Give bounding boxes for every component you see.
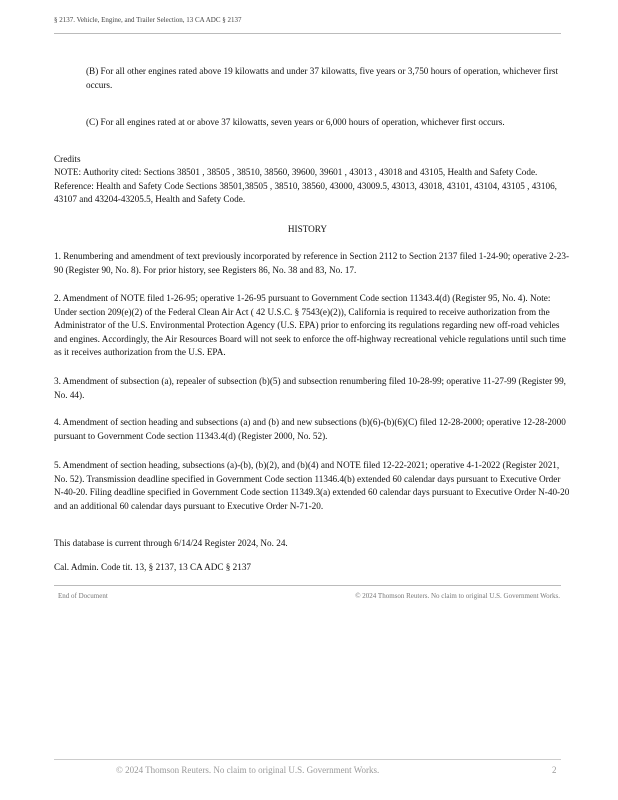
- history-heading: HISTORY: [287, 224, 328, 234]
- history-item-4: 4. Amendment of section heading and subsections (a) and (b) and new subsections (b)(6)-(b)(6)(C) filed 12-28-2000; operative 12-28-2000 pursuant to Government Code section 11343.4(d) (Register 2000, No. 52).: [54, 417, 566, 441]
- end-of-document-label: End of Document: [58, 592, 108, 600]
- credits-heading: Credits: [54, 154, 81, 164]
- paragraph-b: (B) For all other engines rated above 19 kilowatts and under 37 kilowatts, five years or 3,750 hours of operation, whichever first occurs.: [86, 66, 559, 90]
- citation: Cal. Admin. Code tit. 13, § 2137, 13 CA ADC § 2137: [54, 562, 252, 572]
- page-footer-copyright: © 2024 Thomson Reuters. No claim to original U.S. Government Works.: [116, 765, 380, 775]
- history-item-1: 1. Renumbering and amendment of text previously incorporated by reference in Section 2112 to Section 2137 filed 1-24-90; operative 2-23-90 (Register 90, No. 8). For prior history, see Registers 86, No. 38 and 83, No. 17.: [54, 251, 570, 275]
- page-number: 2: [552, 765, 557, 775]
- history-item-2: 2. Amendment of NOTE filed 1-26-95; operative 1-26-95 pursuant to Government Code section 11343.4(d) (Register 95, No. 4). Note: Under section 209(e)(2) of the Federal Clean Air Act ( 42 U.S.C. § 7543(e)(2)), California is required to receive authorization from the Administrator of the U.S. Environmental Protection Agency (U.S. EPA) prior to enforcing its regulations regarding new off-road vehicles and engines. Accordingly, the Air Resources Board will not seek to enforce the off-highway recreational vehicle regulations until such time as it receives authorization from the U.S. EPA.: [54, 293, 566, 358]
- end-divider: [54, 585, 561, 586]
- running-header: § 2137. Vehicle, Engine, and Trailer Selection, 13 CA ADC § 2137: [54, 16, 561, 34]
- paragraph-c: (C) For all engines rated at or above 37 kilowatts, seven years or 6,000 hours of operation, whichever first occurs.: [86, 117, 505, 127]
- end-copyright: © 2024 Thomson Reuters. No claim to original U.S. Government Works.: [355, 592, 560, 600]
- history-item-3: 3. Amendment of subsection (a), repealer of subsection (b)(5) and subsection renumbering filed 10-28-99; operative 11-27-99 (Register 99, No. 44).: [54, 376, 566, 400]
- history-item-5: 5. Amendment of section heading, subsections (a)-(b), (b)(2), and (b)(4) and NOTE filed 12-22-2021; operative 4-1-2022 (Register 2021, No. 52). Transmission deadline specified in Government Code section 11346.4(b) extended 60 calendar days pursuant to Executive Order N-40-20. Filing deadline specified in Government Code section 11349.3(a) extended 60 calendar days pursuant to Executive Order N-40-20 and an additional 60 calendar days pursuant to Executive Order N-71-20.: [54, 460, 570, 511]
- currency-statement: This database is current through 6/14/24 Register 2024, No. 24.: [54, 538, 288, 548]
- page-footer-divider: [54, 759, 561, 760]
- credits-note: NOTE: Authority cited: Sections 38501 , 38505 , 38510, 38560, 39600, 39601 , 43013 , 43018 and 43105, Health and Safety Code. Reference: Health and Safety Code Sections 38501,38505 , 38510, 38560, 43000, 43009.5, 43013, 43018, 43101, 43104, 43105 , 43106, 43107 and 43204-43205.5, Health and Safety Code.: [54, 167, 557, 205]
